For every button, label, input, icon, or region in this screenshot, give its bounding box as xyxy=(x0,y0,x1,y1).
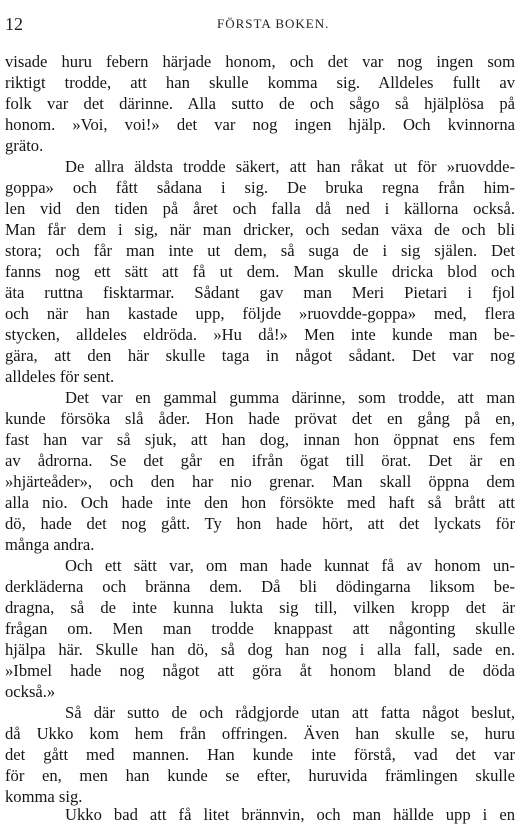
text-line: komma sig. xyxy=(5,787,83,806)
text-line: fast han var så sjuk, att han dog, innan hon öppnat ens fem xyxy=(5,430,515,449)
page-number: 12 xyxy=(5,14,23,34)
paragraph-first-line: Så där sutto de och rådgjorde utan att fatta något beslut, xyxy=(65,703,515,722)
text-line: alla nio. Och hade inte den hon försökte med haft så brått att xyxy=(5,493,515,512)
text-line: stora; och får man inte ut dem, så suga de i sig själen. Det xyxy=(5,241,515,260)
text-line: folk var det därinne. Alla sutto de och sågo så hjälplösa på xyxy=(5,94,515,113)
text-line: kunde försöka slå åder. Hon hade prövat det en gång på en, xyxy=(5,409,515,428)
text-line: för en, men han kunde se efter, huruvida främlingen skulle xyxy=(5,766,515,785)
text-line: fanns nog ett sätt att få ut dem. Man skulle dricka blod och xyxy=(5,262,515,281)
text-line: alldeles för sent. xyxy=(5,367,115,386)
text-line: dö, hade det nog gått. Ty hon hade hört, att det lyckats för xyxy=(5,514,515,533)
text-line: av ådrorna. Se det går en ifrån ögat till örat. Det är en xyxy=(5,451,515,470)
paragraph-first-line: Ukko bad att få litet brännvin, och man hällde upp i en xyxy=(65,805,515,824)
text-line: visade huru febern härjade honom, och det var nog ingen som xyxy=(5,52,515,71)
text-line: många andra. xyxy=(5,535,95,554)
text-line: dragna, så de inte kunna lukta sig till, vilken kropp det är xyxy=(5,598,515,617)
text-line: gräto. xyxy=(5,136,44,155)
text-line: honom. »Voi, voi!» det var nog ingen hjälp. Och kvinnorna xyxy=(5,115,515,134)
text-line: »Ibmel hade nog något att göra åt honom bland de döda xyxy=(5,661,515,680)
text-line: hjälpa här. Skulle han dö, så dog han nog i alla fall, sade en. xyxy=(5,640,515,659)
text-line: goppa» och fått sådana i sig. De bruka regna från him- xyxy=(5,178,515,197)
text-line: frågan om. Men man trodde knappast att någonting skulle xyxy=(5,619,515,638)
text-line: riktigt trodde, att han skulle komma sig. Alldeles fullt av xyxy=(5,73,515,92)
text-line: och när han kastade upp, följde »ruovdde-goppa» med, flera xyxy=(5,304,515,323)
paragraph-first-line: De allra äldsta trodde säkert, att han råkat ut för »ruovdde- xyxy=(65,157,515,176)
text-line: stycken, alldeles eldröda. »Hu då!» Men inte kunde man be- xyxy=(5,325,515,344)
text-line: Man får dem i sig, när man dricker, och sedan växa de och bli xyxy=(5,220,515,239)
paragraph-first-line: Och ett sätt var, om man hade kunnat få av honom un- xyxy=(65,556,515,575)
text-line: det gått med mannen. Han kunde inte förstå, vad det var xyxy=(5,745,515,764)
paragraph-first-line: Det var en gammal gumma därinne, som trodde, att man xyxy=(65,388,515,407)
text-line: »hjärteåder», och den har nio grenar. Man skall öppna dem xyxy=(5,472,515,491)
text-line: derkläderna och bränna dem. Då bli dödingarna liksom be- xyxy=(5,577,515,596)
text-line: len vid den tiden på året och falla då ned i källorna också. xyxy=(5,199,515,218)
running-head: FÖRSTA BOKEN. xyxy=(217,16,330,31)
text-line: också.» xyxy=(5,682,56,701)
text-line: då Ukko kom hem från offringen. Även han skulle se, huru xyxy=(5,724,515,743)
text-line: äta ruttna fisktarmar. Sådant gav man Meri Pietari i fjol xyxy=(5,283,515,302)
text-line: gära, att den här skulle taga in något sådant. Det var nog xyxy=(5,346,515,365)
